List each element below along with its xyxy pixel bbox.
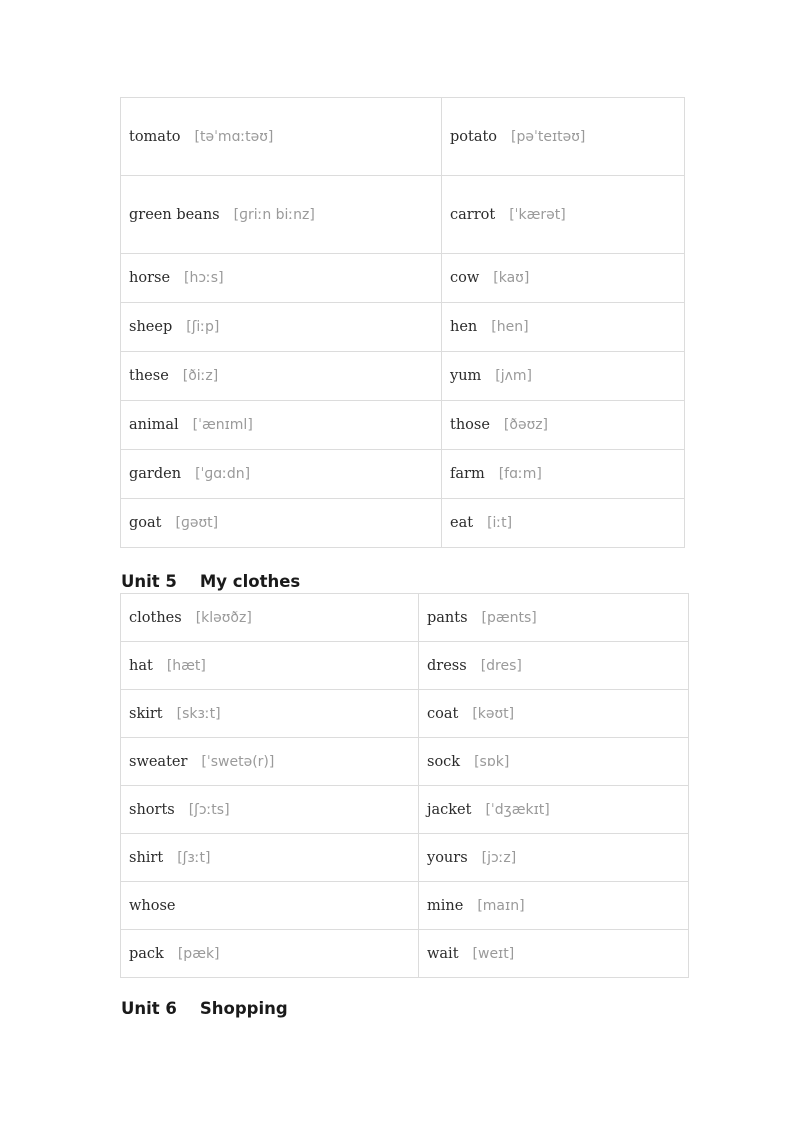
vocab-word: garden — [129, 466, 182, 482]
vocab-word: yours — [427, 849, 468, 866]
vocab-cell — [121, 786, 419, 834]
table-row — [121, 176, 685, 254]
table-row — [121, 834, 689, 882]
vocab-cell — [419, 834, 689, 882]
vocab-cell — [419, 786, 689, 834]
vocab-ipa: [pænts] — [481, 609, 537, 626]
vocab-cell — [121, 499, 442, 548]
vocab-cell — [442, 401, 685, 450]
vocab-ipa: [təˈmɑːtəʊ] — [194, 128, 274, 145]
vocab-word: pack — [129, 945, 164, 962]
vocab-word: tomato — [129, 128, 181, 145]
table-row — [121, 786, 689, 834]
table-row — [121, 499, 685, 548]
vocab-word: pants — [427, 609, 468, 626]
table-row — [121, 882, 689, 930]
vocab-cell — [121, 450, 442, 499]
vocab-word: clothes — [129, 609, 182, 626]
vocab-cell — [419, 642, 689, 690]
vocab-word: cow — [450, 270, 480, 286]
vocab-cell — [121, 352, 442, 401]
table-row — [121, 303, 685, 352]
vocab-word: carrot — [450, 206, 496, 223]
vocab-ipa: [dres] — [480, 657, 522, 674]
vocabulary-table-unit5 — [120, 593, 689, 978]
table-row — [121, 642, 689, 690]
vocab-ipa: [jɔːz] — [481, 849, 517, 866]
vocab-cell — [121, 930, 419, 978]
vocab-ipa: [kəʊt] — [472, 705, 515, 722]
vocab-cell — [419, 690, 689, 738]
vocab-ipa: [pəˈteɪtəʊ] — [511, 128, 586, 145]
table-row — [121, 690, 689, 738]
vocab-ipa: [ˈænɪml] — [192, 417, 253, 433]
vocab-cell — [121, 642, 419, 690]
vocab-cell — [442, 352, 685, 401]
vocab-word: hen — [450, 319, 478, 335]
vocab-word: coat — [427, 705, 459, 722]
vocab-cell — [419, 930, 689, 978]
vocab-ipa: [ˈkærət] — [509, 206, 566, 223]
vocab-word: skirt — [129, 705, 163, 722]
vocabulary-table-unit4 — [120, 97, 685, 548]
unit-6-heading: Unit 6 Shopping — [121, 999, 288, 1018]
vocab-cell — [419, 738, 689, 786]
vocab-ipa: [ɡəʊt] — [175, 515, 219, 531]
vocab-cell — [442, 176, 685, 254]
vocab-ipa: [ˈswetə(r)] — [201, 753, 275, 770]
vocab-word: wait — [427, 945, 459, 962]
vocab-word: jacket — [427, 801, 472, 818]
table-row — [121, 401, 685, 450]
vocab-cell — [419, 594, 689, 642]
vocab-ipa: [sɒk] — [474, 753, 510, 770]
vocab-ipa: [hen] — [491, 319, 529, 335]
table-row — [121, 738, 689, 786]
vocab-word: sock — [427, 753, 461, 770]
vocab-ipa: [fɑːm] — [498, 466, 542, 482]
vocab-word: sweater — [129, 753, 188, 770]
vocab-ipa: [ðiːz] — [182, 368, 219, 384]
vocab-ipa: [ˈdʒækɪt] — [485, 801, 550, 818]
vocab-word: yum — [450, 368, 482, 384]
table-row — [121, 594, 689, 642]
vocab-word: goat — [129, 515, 162, 531]
vocab-word: shirt — [129, 849, 164, 866]
table-row — [121, 450, 685, 499]
vocab-ipa: [hæt] — [166, 657, 206, 674]
vocab-cell — [121, 254, 442, 303]
vocab-ipa: [kaʊ] — [493, 270, 530, 286]
vocab-cell — [121, 834, 419, 882]
vocab-ipa: [hɔːs] — [184, 270, 224, 286]
vocab-word: those — [450, 417, 490, 433]
vocab-word: sheep — [129, 319, 173, 335]
vocab-word: dress — [427, 657, 467, 674]
table-row — [121, 352, 685, 401]
vocab-ipa: [ɡriːn biːnz] — [233, 206, 315, 223]
vocab-ipa: [skɜːt] — [176, 705, 221, 722]
vocab-ipa: [jʌm] — [495, 368, 533, 384]
vocab-ipa: [weɪt] — [472, 945, 515, 962]
vocab-cell — [442, 98, 685, 176]
vocab-ipa: [ʃiːp] — [186, 319, 220, 335]
vocab-word: farm — [450, 466, 485, 482]
vocab-word: these — [129, 368, 169, 384]
vocab-ipa: [ˈɡɑːdn] — [195, 466, 251, 482]
vocab-cell — [121, 594, 419, 642]
vocab-word: whose — [129, 897, 176, 914]
vocab-cell — [121, 738, 419, 786]
vocab-cell — [121, 882, 419, 930]
vocab-cell — [121, 98, 442, 176]
vocab-word: hat — [129, 657, 153, 674]
vocab-cell — [121, 176, 442, 254]
vocab-word: animal — [129, 417, 179, 433]
vocab-cell — [442, 254, 685, 303]
vocab-ipa: [ʃɔːts] — [188, 801, 230, 818]
vocab-word: green beans — [129, 206, 220, 223]
vocab-word: mine — [427, 897, 464, 914]
vocab-ipa: [iːt] — [487, 515, 513, 531]
table-row — [121, 98, 685, 176]
vocab-word: potato — [450, 128, 498, 145]
unit-5-heading: Unit 5 My clothes — [121, 572, 301, 591]
vocab-word: horse — [129, 270, 171, 286]
vocab-ipa: [maɪn] — [477, 897, 525, 914]
vocab-cell — [121, 401, 442, 450]
vocab-cell — [442, 303, 685, 352]
vocab-ipa: [ʃɜːt] — [177, 849, 211, 866]
vocab-ipa: [kləʊðz] — [195, 609, 252, 626]
vocab-cell — [121, 690, 419, 738]
vocab-ipa: [ðəʊz] — [503, 417, 549, 433]
vocab-word: shorts — [129, 801, 175, 818]
table-row — [121, 254, 685, 303]
vocab-cell — [442, 499, 685, 548]
vocab-cell — [419, 882, 689, 930]
table-row — [121, 930, 689, 978]
vocab-cell — [442, 450, 685, 499]
vocab-word: eat — [450, 515, 474, 531]
vocab-ipa: [pæk] — [177, 945, 220, 962]
vocab-cell — [121, 303, 442, 352]
